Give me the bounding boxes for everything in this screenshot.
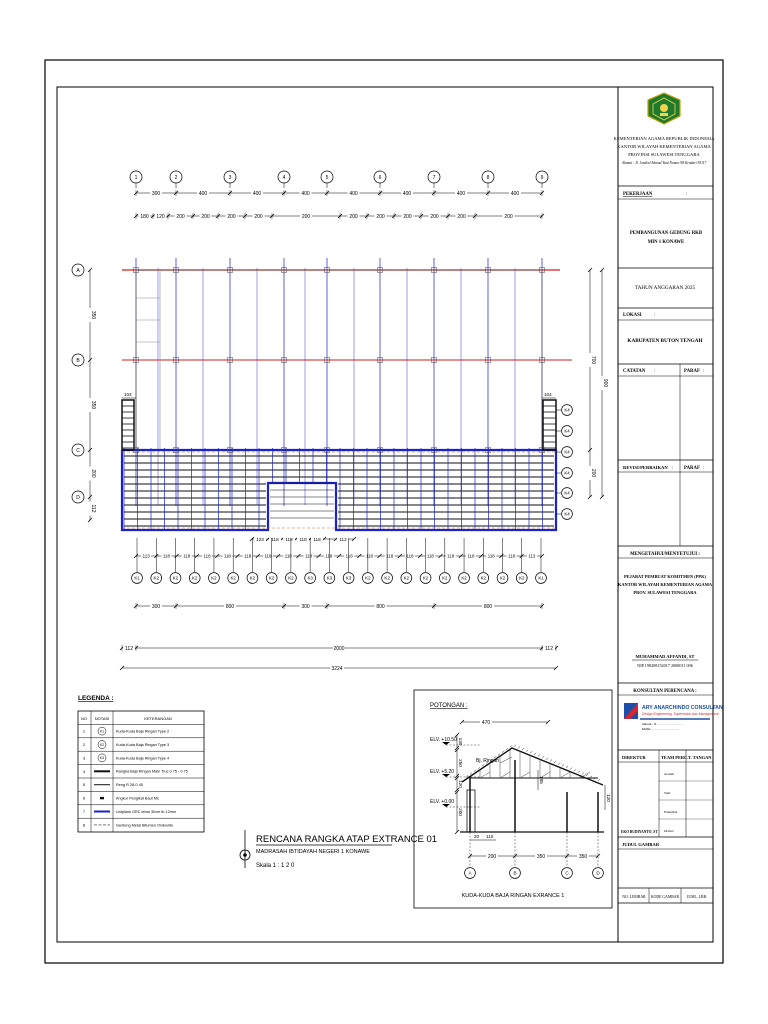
top-dim-1-value: 400 [252, 190, 262, 197]
grid-bubbles-top [130, 171, 548, 188]
legend [78, 695, 204, 832]
truss-marker: K2 [499, 575, 506, 581]
notch-dim-value: 118 [313, 537, 321, 542]
top-dim-2-value: 200 [430, 213, 439, 220]
section-dim-left-value: 130 [458, 737, 463, 746]
legend-row-keterangan: Listplank GRC lebar 30cm tb 12mm [116, 809, 177, 814]
section-dim-bottom-value: 350 [578, 854, 588, 860]
outer-frame [45, 60, 723, 963]
truss-diagonal [480, 772, 490, 778]
truss-marker: K2 [288, 575, 294, 581]
team-drafter: Drafter [664, 829, 674, 833]
roof-tile [538, 755, 540, 757]
grid-bubble-left: D [76, 494, 80, 501]
roof-tile [530, 751, 532, 753]
legend-row-no: 5 [82, 782, 86, 788]
footer-no-lembar: NO. LEMBAR [622, 895, 646, 899]
drawing-title: RENCANA RANGKA ATAP EXTRANCE 01 [256, 834, 438, 845]
ppk-nip: NIP 198208152017 2008011 006 [637, 663, 693, 668]
section-axis-bubble: C [565, 870, 569, 876]
roof-tile [474, 770, 476, 772]
bottom-dim-1-value: 300 [301, 603, 310, 610]
truss-marker: K2 [249, 575, 256, 581]
section-dim-bottom-value: 350 [536, 854, 546, 860]
bottom-small-dim-value: 118 [345, 553, 353, 559]
section-label-ringan: Bj. Ringan [476, 758, 500, 764]
bottom-small-dim-value: 118 [447, 553, 455, 559]
section-view [414, 690, 612, 908]
roof-tile [578, 771, 580, 773]
lokasi-value: KABUPATEN BUTON TENGAH [627, 338, 703, 344]
bottom-small-dim-value: 118 [386, 553, 394, 559]
ppk-line-2: KANTOR WILAYAH KEMENTERIAN AGAMA [617, 582, 713, 587]
legend-header-notasi: NOTASI [94, 716, 110, 721]
bottom-small-dim-value: 118 [406, 553, 414, 559]
project-line-1: PEMBANGUNAN GEDUNG RKB [629, 231, 703, 236]
side-truss [122, 400, 134, 450]
bottom-dim-1-value: 300 [151, 603, 161, 610]
drawing-subtitle: MADRASAH IBTIDAYAH NEGERI 1 KONAWE [256, 849, 370, 855]
company-sub: Design Engineering, Supervision dan Management [642, 712, 719, 716]
section-caption: KUDA-KUDA BAJA RINGAN EXRANCE 1 [461, 893, 565, 899]
section-axis-bubble: B [513, 870, 517, 876]
truss-diagonal [560, 772, 570, 778]
truss-marker: K2 [172, 575, 179, 581]
truss-diagonal [520, 772, 530, 778]
legend-row-no: 4 [82, 768, 86, 774]
truss-marker: K2 [442, 575, 448, 581]
roof-tile [482, 764, 484, 766]
truss-markers-right [556, 405, 572, 520]
truss-marker: K2 [480, 575, 486, 581]
bottom-total: 3224 [331, 666, 343, 672]
title-block [614, 93, 723, 903]
footer-kode-gambar: KODE GAMBAR [650, 895, 680, 899]
grid-bubble-top: 3 [228, 174, 232, 181]
roof-tile [570, 768, 572, 770]
roof-tile [550, 759, 552, 761]
org-line-2: KANTOR WILAYAH KEMENTERIAN AGAMA [617, 144, 711, 149]
roof-tile [498, 754, 500, 756]
inner-dim-left: 104 [124, 392, 132, 397]
bottom-small-dim-value: 118 [365, 553, 373, 559]
bottom-small-dim-value: 118 [305, 553, 313, 559]
inner-dim-right: 104 [544, 392, 552, 397]
roof-tile [562, 764, 564, 766]
bottom-small-dim-value: 113 [142, 553, 150, 559]
truss-top-chord [462, 748, 603, 785]
ppk-name: MUHAMMAD AFFANDI, ST [635, 654, 695, 659]
truss-marker: K3 [307, 575, 313, 581]
roof-tile [554, 761, 556, 763]
legend-row-no: 6 [82, 795, 86, 801]
bottom-small-dim-value: 118 [264, 553, 272, 559]
paraf-label-1: PARAF [684, 369, 700, 374]
legend-row-no: 3 [82, 755, 86, 761]
top-dim-2-value: 200 [457, 213, 466, 220]
grid-lines [136, 258, 542, 506]
truss-marker: K2 [230, 575, 236, 581]
bottom-small-dim-value: 118 [203, 553, 211, 559]
elevation-label: ELV. +10.50 [430, 737, 457, 743]
top-dim-2-value: 180 [140, 213, 149, 220]
porch-outline [122, 450, 556, 530]
grid-bubble-top: 6 [378, 174, 382, 181]
top-dim-2-value: 120 [156, 213, 165, 220]
legend-row-keterangan: Reng R 28-0.45 [116, 783, 143, 788]
truss-marker: K2 [519, 575, 525, 581]
section-wall [467, 790, 475, 832]
grid-bubble-top: 8 [486, 174, 490, 181]
roof-tile [534, 753, 536, 755]
roof-structure [122, 268, 572, 560]
notch-dim-value: 118 [285, 537, 293, 542]
left-dim-value: 112 [89, 504, 96, 513]
truss-marker: K1 [134, 575, 140, 581]
legend-row-keterangan: Genteng Metal Bitumen Ondovilla [116, 823, 173, 828]
direktur-name: EKO BUDIYANTO, ST [621, 830, 658, 834]
grid-bubble-left: B [76, 357, 80, 364]
grid-bubble-top: 7 [432, 174, 436, 181]
section-dim-bottom-value: 200 [487, 854, 497, 860]
team-header-perc: TEAM PERC. [661, 755, 689, 760]
top-dim-2-value: 200 [504, 213, 513, 220]
top-dim-2-value: 200 [254, 213, 263, 220]
pekerjaan-label: PEKERJAAN [623, 192, 653, 197]
truss-marker-right: K4 [564, 407, 570, 413]
team-arsitek: Arsitek [664, 772, 674, 776]
roof-tile [478, 767, 480, 769]
company-email: EMAIL : ............................... [642, 727, 680, 731]
truss-marker: K2 [268, 575, 275, 581]
legend-symbol-angkur [100, 797, 104, 799]
legend-row-keterangan: Kuda-Kuda Baja Ringan Type 2 [116, 729, 170, 734]
truss-marker: K2 [461, 575, 467, 581]
truss-marker-right: K4 [564, 428, 570, 434]
grid-bubble-top: 2 [174, 174, 178, 181]
grid-bubbles-left [72, 264, 84, 503]
grid-bubble-top: 4 [282, 174, 286, 181]
bottom-dim-1-value: 800 [376, 603, 385, 610]
roof-tile [518, 746, 520, 748]
bottom-small-dim-value: 118 [487, 553, 495, 559]
right-dim-200: 200 [590, 468, 596, 478]
revisi-colon: : [672, 466, 674, 471]
grid-bubble-top: 9 [540, 174, 544, 181]
bottom-dim-1-value: 800 [225, 603, 235, 610]
project-line-2: MIN 1 KONAWE [647, 240, 685, 245]
legend-row-keterangan: Kuda-Kuda Baja Ringan Type 4 [116, 756, 170, 761]
drawing-scale: Skala 1 : 1 2 0 [256, 863, 295, 869]
legend-row-notasi: K3 [99, 756, 105, 761]
elevation-label: ELV. +5.20 [430, 769, 455, 775]
company-address: Alamat : Jl. ............................... [642, 722, 684, 726]
bottom-dim-2-value: 2000 [333, 645, 345, 652]
truss-marker-right: K4 [564, 470, 570, 476]
top-dim-2-value: 200 [201, 213, 210, 220]
notch-dim-value: 118 [299, 537, 307, 542]
bottom-small-dim-value: 113 [528, 553, 536, 559]
notch-dim-value: 118 [271, 537, 279, 542]
judul-label: JUDUL GAMBAR [622, 842, 660, 847]
org-address: Alamat : Jl. Jendral Ahmad Yani Nomor 98 Kendari 93117 [621, 161, 707, 165]
roof-tile [590, 776, 592, 778]
section-axis-bubble: A [468, 870, 472, 876]
roof-tile [566, 766, 568, 768]
team-header-direktur: DIREKTUR [622, 755, 646, 760]
grid-bubble-left: C [76, 447, 80, 454]
bottom-small-dim-value: 118 [162, 553, 170, 559]
roof-tile [522, 748, 524, 750]
truss-diagonal [500, 772, 510, 778]
legend-row-no: 1 [82, 728, 86, 734]
ppk-line-3: PROV. SULAWESI TENGGARA [633, 590, 697, 595]
team-header-ttangan: T. TANGAN [688, 755, 712, 760]
roof-tile [582, 772, 584, 774]
ppk-line-1: PEJABAT PEMBUAT KOMITMEN (PPK) [624, 574, 706, 579]
bottom-small-dim-value: 118 [426, 553, 434, 559]
dimension-lines [87, 190, 608, 672]
truss-marker: K2 [365, 575, 371, 581]
org-line-1: KEMENTERIAN AGAMA REPUBLIK INDONESIA [613, 136, 715, 141]
catatan-label: CATATAN [623, 369, 646, 374]
section-dim-mid-value: 185 [539, 776, 544, 784]
legend-row-keterangan: Rangka Baja Ringan Main Truc 0.75 - 0.75 [116, 769, 188, 774]
lokasi-colon: : [654, 313, 656, 318]
legend-title: LEGENDA : [78, 695, 114, 702]
notch-dim-value: 123 [256, 537, 264, 542]
roof-tile [598, 779, 600, 781]
legend-row-keterangan: Kuda-Kuda Baja Ringan Type 3 [116, 742, 170, 747]
section-dim-left-value: 120 [458, 780, 463, 788]
company-name: ARY ANARCHINDO CONSULTAN [642, 705, 723, 711]
paraf-label-2: PARAF [684, 466, 700, 471]
revisi-label: REVISI/PERBAIKAN [623, 465, 668, 470]
section-title: POTONGAN : [430, 703, 468, 709]
paraf-colon-2: : [703, 466, 705, 471]
truss-marker: K2 [153, 575, 159, 581]
legend-row-no: 8 [82, 822, 86, 828]
legend-row-notasi: K2 [99, 742, 105, 747]
roof-tile [510, 745, 512, 747]
bottom-small-dim-value: 118 [244, 553, 252, 559]
section-dim-small-value: 20 [474, 834, 480, 839]
paraf-colon-1: : [703, 369, 705, 374]
left-dim-value: 200 [89, 469, 96, 478]
bottom-dim-1-value: 800 [483, 603, 493, 610]
section-dim-left-value: 250 [458, 759, 463, 767]
top-dim-2-value: 200 [349, 213, 358, 220]
truss-marker-right: K4 [564, 490, 570, 496]
legend-rows [78, 716, 204, 827]
truss-marker: K3 [326, 575, 333, 581]
bottom-small-dim-value: 118 [284, 553, 292, 559]
truss-marker-right: K4 [564, 449, 570, 455]
section-dim-top-value: 470 [481, 720, 491, 726]
top-dim-1-value: 400 [301, 190, 310, 197]
legend-row-keterangan: Angkur Pengikat Baut Ms [116, 796, 159, 801]
top-dim-1-value: 400 [456, 190, 466, 197]
top-dim-1-value: 400 [402, 190, 412, 197]
section-dim-right-value: 120 [606, 794, 611, 802]
roof-tile [506, 748, 508, 750]
truss-marker: K1 [538, 575, 544, 581]
top-dim-2-value: 200 [403, 213, 412, 220]
section-drawing [430, 719, 611, 878]
side-truss [543, 400, 556, 450]
roof-tile [542, 756, 544, 758]
notch-dim-value: 112 [339, 537, 347, 542]
truss-markers-bottom [132, 538, 547, 583]
bottom-small-dim-value: 118 [183, 553, 191, 559]
team-sipil: Sipil [664, 791, 671, 795]
section-dim-left-value: 200 [458, 808, 463, 816]
left-dim-value: 350 [89, 310, 96, 320]
org-line-3: PROVINSI SULAWESI TENGGARA [628, 152, 700, 157]
team-elektrikal: Elektrikal [664, 810, 678, 814]
top-dim-1-value: 400 [198, 190, 208, 197]
roof-tile [558, 763, 560, 765]
roof-tile [546, 758, 548, 760]
legend-row-no: 7 [82, 809, 86, 814]
section-axis-bubble: D [596, 870, 600, 876]
top-dim-2-value: 200 [301, 213, 311, 220]
top-dim-2-value: 200 [227, 213, 236, 220]
legend-header-no: NO [81, 716, 87, 721]
truss-marker: K2 [403, 575, 410, 581]
right-dim-700-value: 700 [589, 355, 596, 365]
grid-bubble-top: 1 [134, 174, 138, 181]
roof-tile [470, 773, 472, 775]
elevation-label: ELV. +0.00 [430, 799, 455, 805]
legend-header-keterangan: KETERANGAN [144, 716, 172, 721]
roof-tile [502, 751, 504, 753]
mengetahui-label: MENGETAHUI/MENYETUJUI : [630, 552, 700, 557]
top-dim-2-value: 200 [176, 213, 185, 220]
roof-tile [514, 745, 516, 747]
footer-jumlah-lembar: JUML. LBR. [686, 895, 708, 899]
grid-bubble-left: A [76, 267, 80, 274]
top-dim-1-value: 400 [349, 190, 358, 197]
lokasi-label: LOKASI [623, 313, 642, 318]
bottom-dim-2-value: 112 [125, 645, 133, 652]
top-dim-1-value: 400 [510, 190, 520, 197]
grid-bubble-top: 5 [325, 174, 329, 181]
legend-row-notasi: K1 [99, 729, 105, 734]
drawing-title-block [240, 830, 437, 869]
top-dim-1-value: 300 [151, 190, 161, 197]
truss-marker-right: K4 [564, 511, 570, 517]
catatan-colon: : [654, 369, 656, 374]
truss-marker: K3 [345, 575, 352, 581]
roof-tile [526, 750, 528, 752]
konsultan-label: KONSULTAN PERENCANA : [633, 689, 697, 694]
bottom-small-dim-value: 118 [467, 553, 475, 559]
section-dim-small-value: 110 [486, 834, 494, 839]
bottom-dim-2-value: 112 [545, 645, 553, 652]
top-dim-2-value: 200 [376, 213, 385, 220]
truss-marker: K2 [211, 575, 217, 581]
right-dim-900: 900 [602, 378, 608, 388]
roof-frame-plan [72, 171, 608, 672]
truss-marker: K2 [422, 575, 429, 581]
truss-marker: K2 [192, 575, 198, 581]
bottom-small-dim-value: 118 [508, 553, 516, 559]
tahun-anggaran: TAHUN ANGGARAN 2025 [634, 285, 696, 291]
pekerjaan-colon: : [686, 192, 688, 197]
legend-row-no: 2 [82, 742, 86, 747]
left-dim-value: 350 [89, 400, 96, 410]
bottom-small-dim-value: 118 [325, 553, 333, 559]
ministry-logo [648, 93, 680, 124]
roof-tile [574, 769, 576, 771]
bottom-small-dim-value: 118 [223, 553, 231, 559]
truss-marker: K2 [384, 575, 390, 581]
